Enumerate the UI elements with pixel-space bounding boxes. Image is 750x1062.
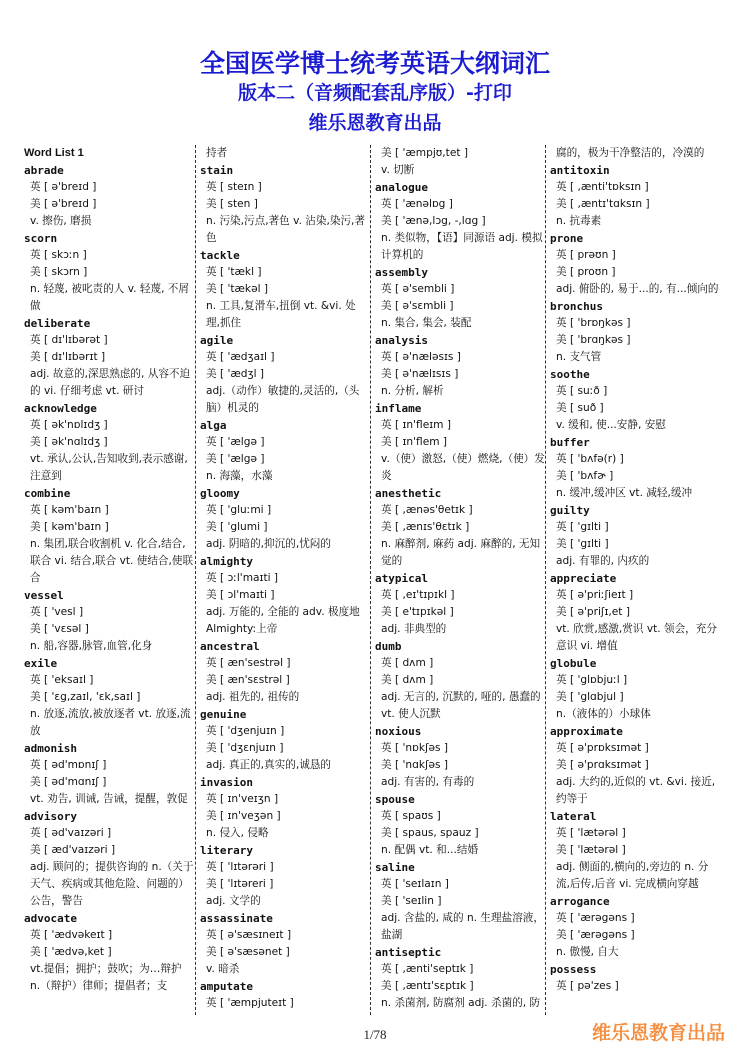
phonetic: 英 [ 'gɪlti ] [556, 521, 609, 533]
phonetic: 英 [ ə'prɒksɪmət ] [556, 742, 649, 754]
definition: n. 海藻，水藻 [206, 470, 273, 482]
vocab-word: assassinate [200, 912, 273, 925]
vocab-word: appreciate [550, 572, 617, 585]
phonetic: 英 [ suːð ] [556, 385, 608, 397]
phonetic: 美 [ 'bʌfɚ ] [556, 470, 614, 482]
phonetic: 美 [ kəm'baɪn ] [30, 521, 109, 533]
vocab-word: assembly [375, 266, 428, 279]
phonetic: 英 [ 'bʌfə(r) ] [556, 453, 624, 465]
phonetic: 英 [ 'glɒbjuːl ] [556, 674, 628, 686]
phonetic: 美 [ 'ænə,lɔg, -,lɑg ] [381, 215, 486, 227]
definition: adj. 顾问的；提供咨询的 n.（关于天气、疾病或其他危险、问题的）公告，警告 [30, 861, 194, 907]
phonetic: 美 [ æd'vaɪzəri ] [30, 844, 116, 856]
phonetic: 美 [ 'glɑbjul ] [556, 691, 624, 703]
vocab-word: antiseptic [375, 946, 442, 959]
phonetic: 英 [ ə'sembli ] [381, 283, 455, 295]
vocab-word: approximate [550, 725, 623, 738]
column-divider [545, 145, 546, 1015]
definition: adj. 文学的 [206, 895, 261, 907]
word-list-heading: Word List 1 [24, 147, 84, 159]
phonetic: 美 [ 'ælgə ] [206, 453, 265, 465]
phonetic: 美 [ ɪn'veʒən ] [206, 810, 281, 822]
vocab-word: prone [550, 232, 584, 245]
phonetic: 美 [ 'brɑŋkəs ] [556, 334, 631, 346]
definition: adj. 俯卧的, 易于...的, 有...倾向的 [556, 283, 719, 295]
vocab-word: saline [375, 861, 415, 874]
definition: vt. 欣赏,感激,赏识 vt. 领会，充分意识 vi. 增值 [556, 623, 717, 652]
definition: adj. 侧面的,横向的,旁边的 n. 分流,后传,后音 vi. 完成横向穿越 [556, 861, 709, 890]
phonetic: 美 [ ək'nɑlɪdʒ ] [30, 436, 108, 448]
phonetic: 英 [ 'lætərəl ] [556, 827, 626, 839]
definition: v. 暗杀 [206, 963, 240, 975]
column-divider [195, 145, 196, 1015]
vocab-word: gloomy [200, 487, 240, 500]
phonetic: 美 [ ə'sæsənet ] [206, 946, 290, 958]
definition: vt. 劝告, 训诫, 告诫，提醒，敦促 [30, 793, 188, 805]
definition: n. 配偶 vt. 和...结婚 [381, 844, 479, 856]
phonetic: 美 [ 'ædʒl ] [206, 368, 265, 380]
phonetic: 美 [ 'lætərəl ] [556, 844, 626, 856]
phonetic: 英 [ 'tækl ] [206, 266, 262, 278]
phonetic: 英 [ 'vesl ] [30, 606, 84, 618]
phonetic: 英 [ ək'nɒlɪdʒ ] [30, 419, 108, 431]
phonetic: 英 [ ,ænti'tɒksɪn ] [556, 181, 649, 193]
vocab-word: advocate [24, 912, 77, 925]
definition: n. 工具,复滑车,扭倒 vt. &vi. 处理,抓住 [206, 300, 356, 329]
definition: n. 支气管 [556, 351, 602, 363]
vocab-word: vessel [24, 589, 64, 602]
definition: n. 污染,污点,著色 v. 沾染,染污,著色 [206, 215, 365, 244]
definition: n. 傲慢, 自大 [556, 946, 619, 958]
vocab-word: stain [200, 164, 234, 177]
vocab-word: ancestral [200, 640, 260, 653]
phonetic: 美 [ dʌm ] [381, 674, 434, 686]
phonetic: 美 [ ,æntɪ'tɑksɪn ] [556, 198, 650, 210]
phonetic: 美 [ ,ænɪs'θɛtɪk ] [381, 521, 470, 533]
phonetic: 美 [ æn'sɛstrəl ] [206, 674, 290, 686]
definition: 持者 [206, 147, 228, 159]
phonetic: 英 [ æn'sestrəl ] [206, 657, 291, 669]
page-number: 1/78 [363, 1027, 387, 1042]
column-3 [375, 145, 545, 1015]
definition: adj. 真正的,真实的,诚恳的 [206, 759, 331, 771]
definition: n. 抗毒素 [556, 215, 602, 227]
phonetic: 美 [ 'æmpjʊ,tet ] [381, 147, 469, 159]
phonetic: 英 [ pə'zes ] [556, 980, 619, 992]
phonetic: 英 [ 'lɪtərəri ] [206, 861, 274, 873]
phonetic: 美 [ əd'mɑnɪʃ ] [30, 776, 107, 788]
vocab-word: anesthetic [375, 487, 442, 500]
vocab-word: alga [200, 419, 227, 432]
vocab-word: admonish [24, 742, 77, 755]
phonetic: 英 [ ə'næləsɪs ] [381, 351, 461, 363]
vocab-word: invasion [200, 776, 253, 789]
phonetic: 美 [ ə'prɑksɪmət ] [556, 759, 649, 771]
vocab-word: agile [200, 334, 234, 347]
phonetic: 美 [ 'glumi ] [206, 521, 268, 533]
vocab-word: analysis [375, 334, 428, 347]
definition: n. 类似物，【语】同源语 adj. 模拟计算机的 [381, 232, 543, 261]
definition: vt. 承认,公认,告知收到,表示感谢,注意到 [30, 453, 188, 482]
definition: n.（液体的）小球体 [556, 708, 651, 720]
column-4 [550, 145, 720, 1015]
phonetic: 美 [ skɔrn ] [30, 266, 88, 278]
vocab-word: deliberate [24, 317, 91, 330]
vocab-word: exile [24, 657, 58, 670]
publisher-line: 维乐恩教育出品 [308, 112, 442, 134]
vocab-word: bronchus [550, 300, 603, 313]
vocab-word: noxious [375, 725, 422, 738]
vocab-word: antitoxin [550, 164, 610, 177]
vocab-word: dumb [375, 640, 402, 653]
phonetic: 美 [ 'gɪlti ] [556, 538, 609, 550]
phonetic: 美 [ proʊn ] [556, 266, 616, 278]
column-1 [24, 145, 194, 1015]
definition: adj. 有害的, 有毒的 [381, 776, 475, 788]
definition: n. 麻醉剂, 麻药 adj. 麻醉的, 无知觉的 [381, 538, 541, 567]
phonetic: 美 [ 'dʒɛnjuɪn ] [206, 742, 284, 754]
phonetic: 美 [ dɪ'lɪbərɪt ] [30, 351, 106, 363]
phonetic: 美 [ 'vɛsəl ] [30, 623, 89, 635]
definition: adj. 故意的,深思熟虑的, 从容不迫的 vi. 仔细考虑 vt. 研讨 [30, 368, 191, 397]
vocab-word: abrade [24, 164, 64, 177]
phonetic: 美 [ ə'priʃɪ,et ] [556, 606, 630, 618]
phonetic: 美 [ suð ] [556, 402, 604, 414]
phonetic: 英 [ 'brɒŋkəs ] [556, 317, 631, 329]
definition: n. 分析, 解析 [381, 385, 444, 397]
phonetic: 美 [ 'lɪtəreri ] [206, 878, 274, 890]
definition: vt.提倡；拥护；鼓吹；为…辩护 n.（辩护）律师；提倡者；支 [30, 963, 182, 992]
vocab-word: globule [550, 657, 597, 670]
phonetic: 美 [ spaus, spauz ] [381, 827, 479, 839]
phonetic: 美 [ ,æntɪ'sɛptɪk ] [381, 980, 474, 992]
phonetic: 英 [ 'nɒkʃəs ] [381, 742, 449, 754]
vocab-word: guilty [550, 504, 590, 517]
phonetic: 英 [ ɪn'fleɪm ] [381, 419, 451, 431]
phonetic: 英 [ 'seɪlaɪn ] [381, 878, 449, 890]
phonetic: 美 [ ə'sɛmbli ] [381, 300, 454, 312]
vocab-word: almighty [200, 555, 253, 568]
definition: n. 放逐,流放,被放逐者 vt. 放逐,流放 [30, 708, 191, 737]
definition: n. 杀菌剂, 防腐剂 adj. 杀菌的, 防 [381, 997, 541, 1009]
definition: adj. 非典型的 [381, 623, 447, 635]
vocab-word: inflame [375, 402, 422, 415]
phonetic: 美 [ ə'nælɪsɪs ] [381, 368, 459, 380]
phonetic: 英 [ 'gluːmi ] [206, 504, 272, 516]
phonetic: 英 [ 'ælgə ] [206, 436, 265, 448]
column-2 [200, 145, 368, 1015]
vocab-word: acknowledge [24, 402, 97, 415]
definition: n. 船,容器,脉管,血管,化身 [30, 640, 153, 652]
phonetic: 英 [ ,ænti'septɪk ] [381, 963, 474, 975]
page-subtitle: 版本二（音频配套乱序版）-打印 [238, 82, 512, 104]
phonetic: 英 [ 'ærəgəns ] [556, 912, 635, 924]
vocab-word: arrogance [550, 895, 610, 908]
definition: adj.（动作）敏捷的,灵活的,（头脑）机灵的 [206, 385, 360, 414]
phonetic: 英 [ əd'mɒnɪʃ ] [30, 759, 107, 771]
definition: n. 轻蔑, 被叱责的人 v. 轻蔑, 不屑做 [30, 283, 189, 312]
definition: adj. 大约的,近似的 vt. &vi. 接近,约等于 [556, 776, 716, 805]
phonetic: 美 [ e'tɪpɪkəl ] [381, 606, 454, 618]
phonetic: 英 [ ɪn'veɪʒn ] [206, 793, 279, 805]
vocab-word: genuine [200, 708, 247, 721]
definition: adj. 阴暗的,抑沉的,忧闷的 [206, 538, 331, 550]
phonetic: 英 [ ə'priːʃieɪt ] [556, 589, 634, 601]
phonetic: 美 [ 'tækəl ] [206, 283, 269, 295]
vocab-word: possess [550, 963, 597, 976]
vocab-word: combine [24, 487, 71, 500]
vocab-word: tackle [200, 249, 240, 262]
definition: n. 侵入, 侵略 [206, 827, 269, 839]
vocab-word: spouse [375, 793, 415, 806]
definition: v. 切断 [381, 164, 415, 176]
phonetic: 美 [ 'nɑkʃəs ] [381, 759, 449, 771]
phonetic: 英 [ əd'vaɪzəri ] [30, 827, 112, 839]
definition: n. 缓冲,缓冲区 vt. 减轻,缓冲 [556, 487, 693, 499]
phonetic: 英 [ 'ædʒaɪl ] [206, 351, 275, 363]
definition: adj. 含盐的, 咸的 n. 生理盐溶液，盐湖 [381, 912, 544, 941]
phonetic: 美 [ 'ærəgəns ] [556, 929, 635, 941]
phonetic: 英 [ skɔːn ] [30, 249, 87, 261]
phonetic: 英 [ spaʊs ] [381, 810, 441, 822]
watermark-logo: 维乐恩教育出品 [592, 1022, 726, 1044]
phonetic: 英 [ ,ænəs'θetɪk ] [381, 504, 473, 516]
phonetic: 英 [ 'æmpjuteɪt ] [206, 997, 294, 1009]
phonetic: 英 [ ɔːl'maɪti ] [206, 572, 279, 584]
definition: adj. 万能的, 全能的 adv. 极度地 Almighty:上帝 [206, 606, 360, 635]
phonetic: 英 [ 'ænəlɒg ] [381, 198, 453, 210]
page-title: 全国医学博士统考英语大纲词汇 [199, 49, 550, 78]
definition: v. 缓和, 使...安静, 安慰 [556, 419, 666, 431]
phonetic: 英 [ 'dʒenjuɪn ] [206, 725, 285, 737]
phonetic: 英 [ prəʊn ] [556, 249, 616, 261]
phonetic: 美 [ ɔl'maɪti ] [206, 589, 275, 601]
definition: adj. 有罪的, 内疚的 [556, 555, 650, 567]
phonetic: 英 [ ə'sæsɪneɪt ] [206, 929, 292, 941]
vocab-word: lateral [550, 810, 597, 823]
phonetic: 美 [ ə'breɪd ] [30, 198, 97, 210]
vocab-word: advisory [24, 810, 77, 823]
phonetic: 美 [ 'seɪlin ] [381, 895, 442, 907]
vocab-word: amputate [200, 980, 253, 993]
vocab-word: literary [200, 844, 253, 857]
definition: 腐的，极为干净整洁的，冷漠的 [556, 147, 705, 159]
vocab-word: soothe [550, 368, 590, 381]
phonetic: 英 [ kəm'baɪn ] [30, 504, 109, 516]
phonetic: 英 [ 'eksaɪl ] [30, 674, 94, 686]
definition: n. 集合, 集会, 装配 [381, 317, 472, 329]
phonetic: 英 [ ə'breɪd ] [30, 181, 97, 193]
phonetic: 英 [ dʌm ] [381, 657, 434, 669]
vocab-word: buffer [550, 436, 590, 449]
definition: v. 擦伤, 磨损 [30, 215, 92, 227]
phonetic: 英 [ steɪn ] [206, 181, 262, 193]
phonetic: 美 [ sten ] [206, 198, 258, 210]
phonetic: 英 [ dɪ'lɪbərət ] [30, 334, 108, 346]
phonetic: 英 [ 'ædvəkeɪt ] [30, 929, 113, 941]
definition: v.（使）激怒,（使）燃烧,（使）发炎 [381, 453, 545, 482]
phonetic: 美 [ ɪn'flem ] [381, 436, 448, 448]
vocab-word: atypical [375, 572, 428, 585]
phonetic: 英 [ ,eɪ'tɪpɪkl ] [381, 589, 455, 601]
definition: n. 集团,联合收割机 v. 化合,结合,联合 vi. 结合,联合 vt. 使结合,使联合 [30, 538, 194, 584]
column-divider [370, 145, 371, 1015]
phonetic: 美 [ 'ædvə,ket ] [30, 946, 112, 958]
vocab-word: analogue [375, 181, 428, 194]
vocab-word: scorn [24, 232, 58, 245]
phonetic: 美 [ 'ɛg,zaɪl, 'ɛk,saɪl ] [30, 691, 141, 703]
definition: adj. 祖先的, 祖传的 [206, 691, 300, 703]
definition: adj. 无言的, 沉默的, 哑的, 愚蠢的 vt. 使人沉默 [381, 691, 541, 720]
